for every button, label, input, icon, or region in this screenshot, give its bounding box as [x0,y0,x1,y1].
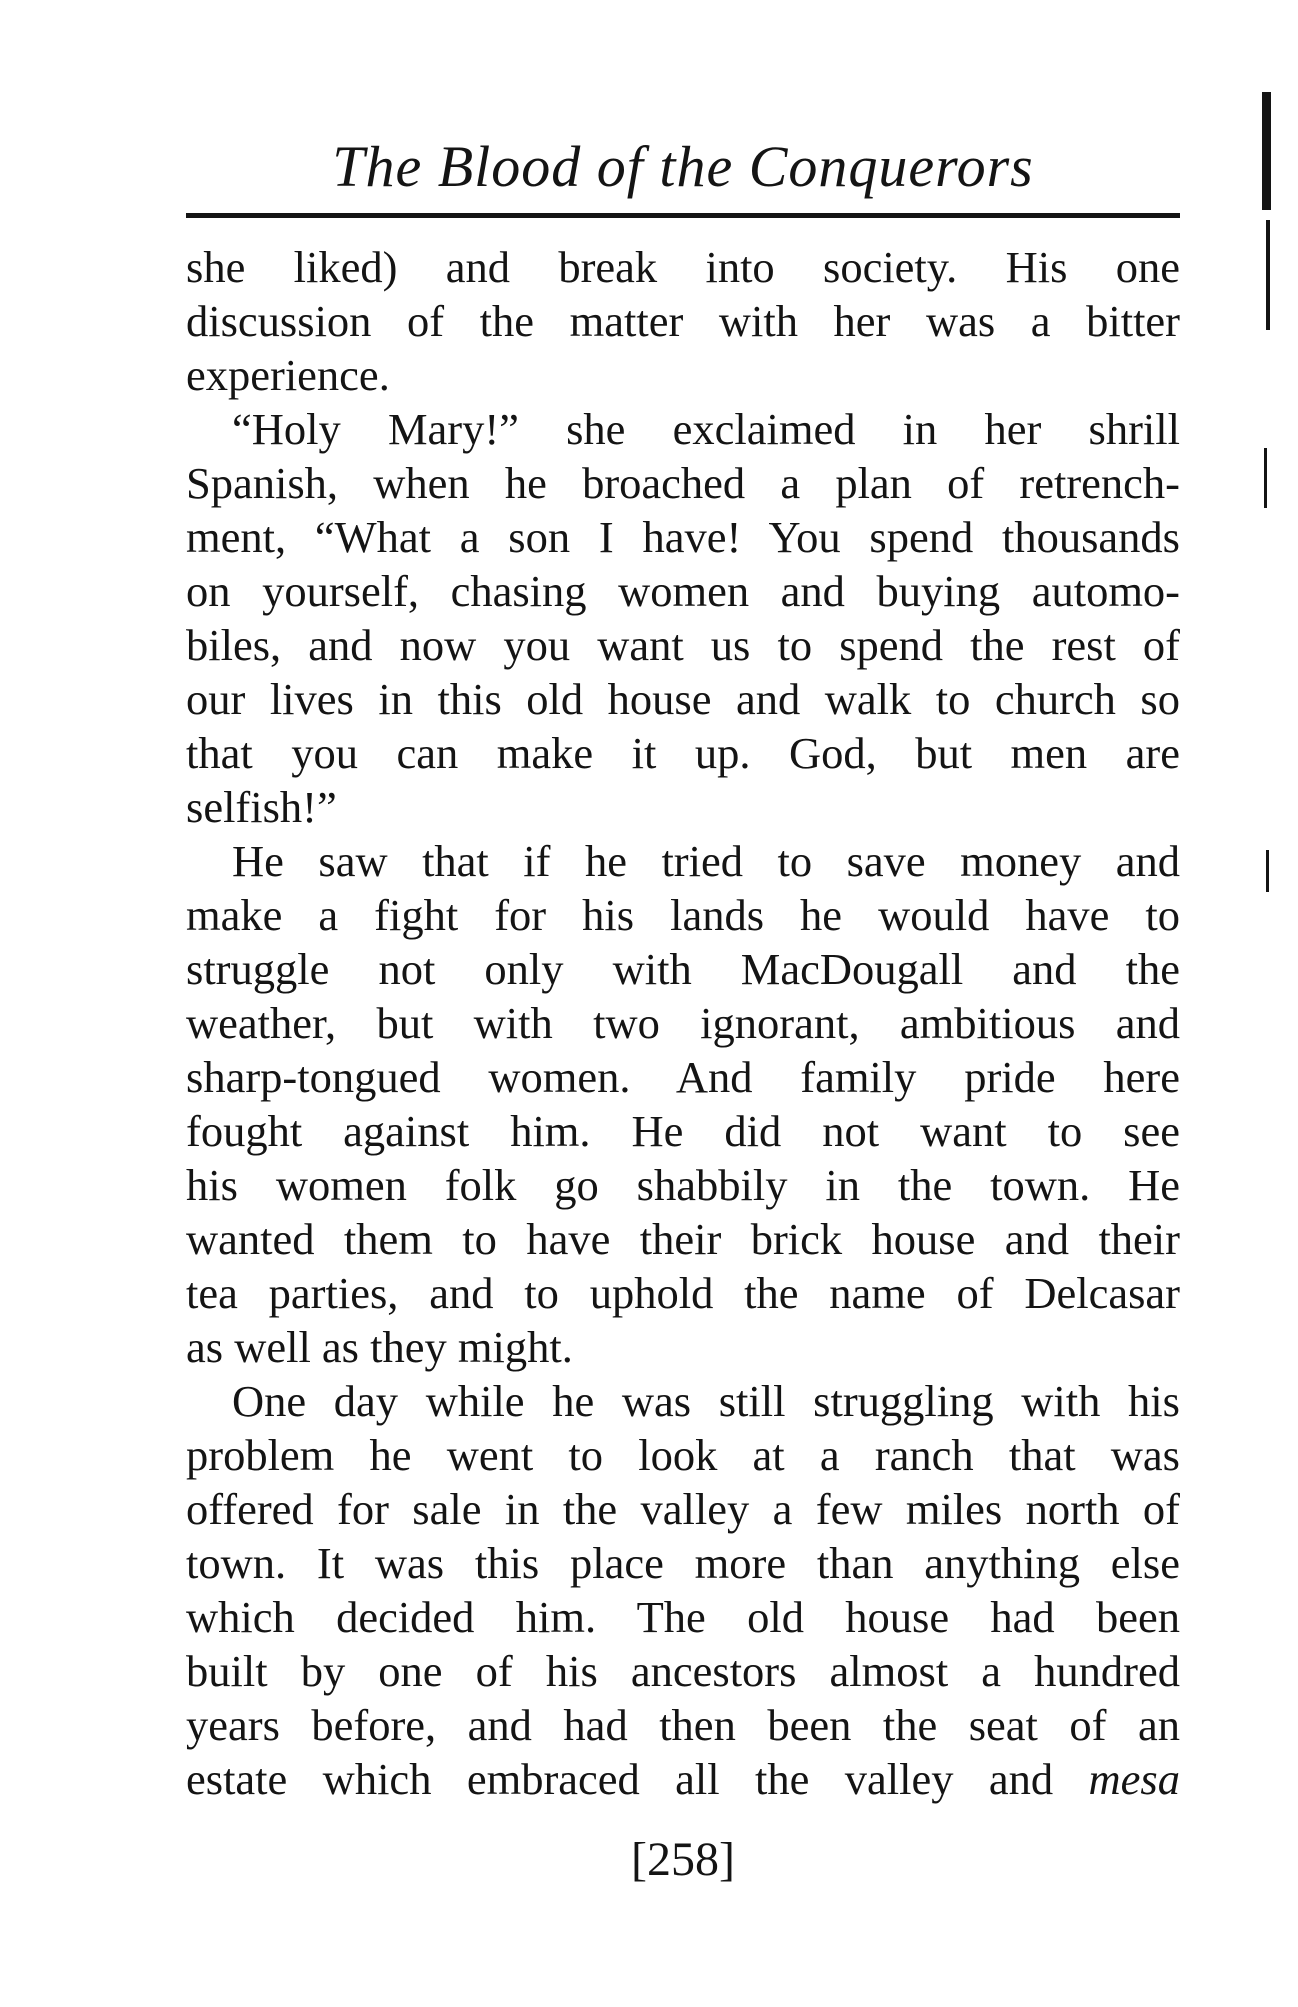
text-line: He saw that if he tried to save money and [232,836,1180,886]
paragraph-3 [186,834,1180,1374]
body-text [186,240,1180,1806]
text-line: One day while he was still struggling with his [232,1376,1180,1426]
text-line: years before, and had then been the seat of an [186,1700,1180,1750]
text-line: discussion of the matter with her was a bitter [186,296,1180,346]
text-line: sharp-tongued women. And family pride here [186,1052,1180,1102]
paragraph-4 [186,1374,1180,1806]
text-line: selfish!” [186,782,337,832]
text-line: town. It was this place more than anything else [186,1538,1180,1588]
text-fragment: estate which embraced all the valley and [186,1754,1054,1804]
text-line: she liked) and break into society. His one [186,242,1180,292]
scan-edge-mark [1266,850,1269,892]
text-line: as well as they might. [186,1322,573,1372]
text-line: his women folk go shabbily in the town. He [186,1160,1180,1210]
text-line: that you can make it up. God, but men are [186,728,1180,778]
scan-edge-mark [1266,220,1270,330]
text-line-final [186,1752,1180,1806]
text-line: tea parties, and to uphold the name of Delcasar [186,1268,1180,1318]
scan-edge-mark [1264,448,1267,508]
page-number: [258] [631,1833,735,1886]
text-line: Spanish, when he broached a plan of retrench- [186,458,1180,508]
text-line: ment, “What a son I have! You spend thousands [186,512,1180,562]
text-line: fought against him. He did not want to see [186,1106,1180,1156]
paragraph-1 [186,240,1180,402]
text-line: biles, and now you want us to spend the rest of [186,620,1180,670]
text-line: make a fight for his lands he would have to [186,890,1180,940]
text-line: struggle not only with MacDougall and the [186,944,1180,994]
running-head-title: The Blood of the Conquerors [332,134,1034,199]
header-rule [186,213,1180,218]
text-line: weather, but with two ignorant, ambitious and [186,998,1180,1048]
text-line: offered for sale in the valley a few miles north of [186,1484,1180,1534]
text-line: experience. [186,350,390,400]
scan-edge-mark [1262,92,1271,210]
italic-word: mesa [1088,1754,1181,1804]
paragraph-2 [186,402,1180,834]
text-line: built by one of his ancestors almost a hundred [186,1646,1180,1696]
text-line: on yourself, chasing women and buying automo- [186,566,1180,616]
text-line: wanted them to have their brick house and their [186,1214,1180,1264]
text-line: “Holy Mary!” she exclaimed in her shrill [232,404,1180,454]
text-line: our lives in this old house and walk to church so [186,674,1180,724]
text-line: problem he went to look at a ranch that was [186,1430,1180,1480]
text-line: which decided him. The old house had been [186,1592,1180,1642]
